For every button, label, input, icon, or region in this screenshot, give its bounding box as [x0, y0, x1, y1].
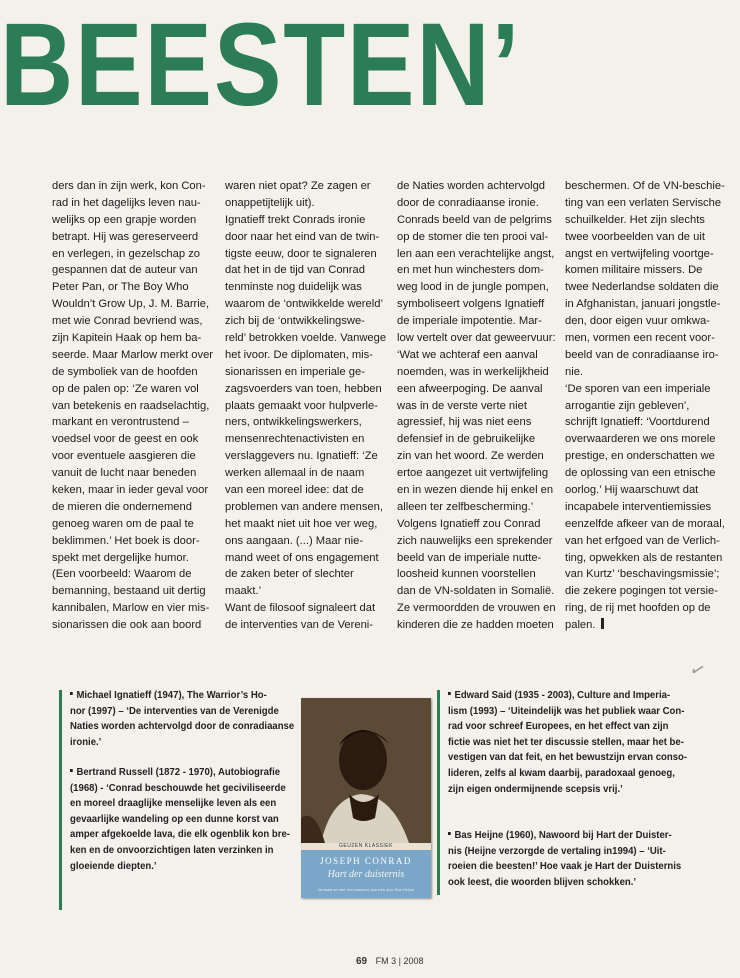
article-line: beschermen. Of de VN-beschie-: [565, 180, 725, 192]
article-line: de Naties worden achtervolgd: [397, 180, 546, 192]
quote-line: Edward Said (1935 - 2003), Culture and Imperia-: [454, 690, 671, 701]
article-line: symboliseert volgens Ignatieff: [397, 298, 545, 311]
article-line: ‘Wat we achteraf een aanval: [397, 348, 538, 361]
article-line: (Een voorbeeld: Waarom de: [52, 568, 192, 581]
article-column-4: [565, 178, 725, 634]
quote-line: ook leest, die woorden blijven schokken.’: [448, 876, 637, 888]
book-cover: [301, 698, 431, 898]
article-line: in Afghanistan, januari jongstle-: [565, 298, 721, 311]
article-line: schrijft Ignatieff: ‘Voortdurend: [565, 416, 710, 429]
article-line: tenminste nog duidelijk was: [225, 281, 362, 294]
bullet-icon: [448, 832, 451, 835]
article-line: schuilkelder. Het zijn slechts: [565, 213, 705, 226]
article-line: Ignatieff trekt Conrads ironie: [225, 213, 366, 226]
article-line: dat het in de tijd van Conrad: [225, 264, 365, 277]
article-line: seerde. Maar Marlow merkt over: [52, 348, 214, 361]
article-line: ting van een verlaten Servische: [565, 196, 722, 209]
article-line: waren niet opat? Ze zagen er: [225, 180, 371, 192]
article-line: keken, maar in ieder geval voor: [52, 484, 209, 497]
book-author: JOSEPH CONRAD: [320, 856, 412, 866]
quote-line: (1968) - ‘Conrad beschouwde het geciviliseerde: [70, 782, 286, 794]
article-line: op de stomer die ten prooi val-: [397, 230, 549, 243]
article-line: was in de verste verte niet: [397, 399, 527, 412]
article-line: ‘De sporen van een imperiale: [565, 382, 711, 395]
article-line: de mieren die ondernemend: [52, 500, 192, 513]
article-line: van Kurtz’ ‘beschavingsmissie’;: [565, 568, 720, 581]
article-line: low vertelt over dat geweervuur:: [397, 332, 556, 345]
article-line: bemanning, bestaand uit dertig: [52, 585, 206, 598]
quote-rule-right: [437, 690, 440, 895]
article-line: sionarissen die ook aan boord: [52, 619, 202, 632]
article-line: prestige, en onderschatten we: [565, 450, 715, 463]
end-mark-icon: [601, 618, 604, 629]
article-line: zagsvoerders van toen, hebben: [225, 382, 382, 395]
quote-first-line: [70, 765, 290, 781]
quote-line: zijn eigen ondermijnende scepsis vrij.’: [448, 783, 623, 795]
article-line: ring, de rij met hoofden op de: [565, 602, 711, 615]
article-line: met wie Conrad bevriend was,: [52, 315, 203, 328]
article-line: zich nauwelijks een sprekender: [397, 534, 553, 547]
quote-rule-left: [59, 690, 62, 910]
article-line: Ze vermoordden de vrouwen en: [397, 602, 556, 615]
page-number: 69: [356, 956, 368, 967]
quote-first-line: [448, 828, 681, 844]
quote-line: Michael Ignatieff (1947), The Warrior’s Ho-: [76, 690, 267, 701]
article-line: palen.: [565, 617, 725, 634]
article-line: komen militaire missers. De: [565, 264, 703, 277]
article-line: overwaarderen we ons morele: [565, 433, 716, 446]
article-line: welijks op een grapje worden: [52, 213, 197, 226]
book-title: Hart der duisternis: [327, 869, 405, 880]
article-line: noemden, was in werkelijkheid: [397, 365, 549, 378]
article-line: Conrads beeld van de pelgrims: [397, 213, 552, 226]
quote-line: nis (Heijne verzorgde de vertaling in1994) – ‘Uit-: [448, 845, 666, 857]
article-line: defensief in de gebruikelijke: [397, 433, 536, 446]
article-line: reld’ betrokken voelde. Vanwege: [225, 332, 387, 345]
article-line: beeld van de conradiaanse iro-: [565, 348, 719, 361]
article-line: en verlegen, in gezelschap zo: [52, 247, 201, 260]
article-line: rad in het dagelijks leven nau-: [52, 196, 201, 209]
book-series: GEUZEN KLASSIEK: [301, 843, 431, 850]
article-line: onappetijtelijk uit).: [225, 196, 315, 209]
quote-line: lism (1993) – ‘Uiteindelijk was het publiek waar Con-: [448, 705, 685, 717]
quote-line: fictie was niet het ter discussie stellen, maar het be-: [448, 736, 684, 748]
article-line: nie.: [565, 365, 584, 378]
article-line: op de palen op: ‘Ze waren vol: [52, 382, 199, 395]
article-line: waarom de ‘ontwikkelde wereld’: [225, 298, 383, 311]
article-line: ders dan in zijn werk, kon Con-: [52, 180, 206, 192]
article-line: agressief, hij was niet eens: [397, 416, 532, 429]
article-line: plaats gemaakt voor hulpverle-: [225, 399, 378, 412]
article-line: de imperiale impotentie. Mar-: [397, 315, 542, 328]
article-line: de interventies van de Vereni-: [225, 619, 374, 632]
quote-line: Naties worden achtervolgd door de conradiaanse: [70, 721, 295, 733]
article-line: vanuit de lucht naar beneden: [52, 467, 197, 480]
article-line: voor eventuele aasgieren die: [52, 450, 196, 463]
article-column-1: [52, 178, 213, 634]
article-line: de oplossing van een etnische: [565, 467, 716, 480]
quote-line: vestigen van dat feit, en het bewustzijn ervan conso-: [448, 752, 688, 764]
article-line: Peter Pan, or The Boy Who: [52, 281, 189, 294]
article-line: betrapt. Hij was gereserveerd: [52, 230, 199, 243]
article-line: ons aangaan. (...) Maar nie-: [225, 534, 364, 547]
article-line: den, door eigen vuur omkwa-: [565, 315, 710, 328]
issue-label: FM 3 | 2008: [375, 956, 424, 966]
quote-line: ken en de onvoorzichtigen laten verzinken in: [70, 844, 274, 856]
article-line: men, vormen een recent voor-: [565, 332, 715, 345]
article-line: incapabele interventiemissies: [565, 500, 712, 513]
article-line: een afweerpoging. De aanval: [397, 382, 543, 395]
article-line: zich bij de ‘ontwikkelingswe-: [225, 315, 365, 328]
quote-ignatieff: [70, 688, 294, 750]
article-column-3: [397, 178, 556, 634]
quote-first-line: [448, 688, 687, 704]
article-line: door naar het eind van de twin-: [225, 230, 380, 243]
quote-said: [448, 688, 687, 797]
quote-line: Bas Heijne (1960), Nawoord bij Hart der Duister-: [454, 830, 672, 841]
article-line: Wouldn’t Grow Up, J. M. Barrie,: [52, 298, 210, 311]
article-line: alleen ter zelfbescherming.’: [397, 500, 534, 513]
quote-heijne: [448, 828, 681, 890]
article-line: kannibalen, Marlow en vier mis-: [52, 602, 210, 615]
article-line: mand weet of ons engagement: [225, 551, 379, 564]
article-line: markant en verontrustend –: [52, 416, 189, 429]
quote-line: gloeiende diepten.’: [70, 860, 157, 872]
article-column-2: [225, 178, 386, 634]
pencil-mark: ✓: [687, 658, 709, 683]
article-line: tigste eeuw, door te signaleren: [225, 247, 377, 260]
headline: BEESTEN’: [0, 0, 522, 131]
article-line: arrogantie zijn gebleven’,: [565, 399, 690, 412]
quote-line: roeien die beesten!’ Hoe vaak je Hart der Duisternis: [448, 861, 682, 873]
page-footer: [356, 956, 424, 967]
quote-line: amper afgekoelde lava, die elk ogenblik kon bre-: [70, 829, 290, 841]
article-line: gespannen dat de auteur van: [52, 264, 198, 277]
quote-line: Bertrand Russell (1872 - 1970), Autobiografie: [76, 767, 281, 778]
article-line: twee Nederlandse soldaten die: [565, 281, 719, 294]
article-line: het maakt niet uit hoe ver weg,: [225, 517, 378, 530]
quote-line: gevaarlijke wandeling op een dunne korst van: [70, 813, 279, 825]
article-line: ertoe aangezet uit vertwijfeling: [397, 467, 549, 480]
article-line: en met hun winchesters dom-: [397, 264, 544, 277]
article-line: eenzelfde afkeer van de moraal,: [565, 517, 725, 530]
article-line: spekt met dergelijke humor.: [52, 551, 189, 564]
article-line: voedsel voor de geest en ook: [52, 433, 199, 446]
article-line: beeld van de imperiale nutte-: [397, 551, 542, 564]
article-line: van een moreel idee: dat de: [225, 484, 364, 497]
article-line: Want de filosoof signaleert dat: [225, 602, 376, 615]
article-line: angst en vertwijfeling voortge-: [565, 247, 714, 260]
bullet-icon: [70, 692, 73, 695]
quote-line: ironie.’: [70, 736, 102, 748]
article-line: die zekere pogingen tot versie-: [565, 585, 718, 598]
article-line: de symboliek van de hoofden: [52, 365, 198, 378]
article-line: problemen van andere mensen,: [225, 500, 383, 513]
article-line: Volgens Ignatieff zou Conrad: [397, 517, 541, 530]
article-line: kinderen die ze hadden moeten: [397, 619, 554, 632]
article-line: beklimmen.’ Het boek is door-: [52, 534, 200, 547]
article-line: dan de VN-soldaten in Somalië.: [397, 585, 555, 598]
article-line: sionarissen en imperiale ge-: [225, 365, 365, 378]
quote-line: en moreel draaglijke menselijke leven als een: [70, 798, 277, 810]
article-line: zijn Kapitein Haak op hem ba-: [52, 332, 202, 345]
article-line: van het erfgoed van de Verlich-: [565, 534, 720, 547]
article-line: genoeg waren om de paal te: [52, 517, 194, 530]
quote-line: nor (1997) – ‘De interventies van de Verenigde: [70, 705, 279, 717]
article-line: weg lood in de jungle pompen,: [397, 281, 549, 294]
article-line: en in wezen diende hij enkel en: [397, 484, 554, 497]
article-line: maakt.’: [225, 585, 262, 598]
article-line: oorlog.’ Hij waarschuwt dat: [565, 484, 699, 497]
article-line: het ivoor. De diplomaten, mis-: [225, 348, 373, 361]
article-line: loosheid kunnen voorstellen: [397, 568, 536, 581]
book-subtitle: Vertaald en met een nawoord voorzien door Bas Heijne: [317, 888, 415, 892]
quote-first-line: [70, 688, 294, 704]
quote-line: lideren, zelfs al kwam daarbij, paradoxaal genoeg,: [448, 767, 675, 779]
article-line: ners, ontwikkelingswerkers,: [225, 416, 362, 429]
article-line: zin van het woord. Ze werden: [397, 450, 544, 463]
article-line: van betekenis en raadselachtig,: [52, 399, 210, 412]
article-line: mensenrechtenactivisten en: [225, 433, 365, 446]
article-line: verslaggevers nu. Ignatieff: ‘Ze: [225, 450, 378, 463]
quote-line: rad voor schreef Europees, en het effect van zijn: [448, 721, 669, 733]
article-line: door de conradiaanse ironie.: [397, 196, 539, 209]
article-line: ting, opwekken als de restanten: [565, 551, 723, 564]
article-line: len aan een verachtelijke angst,: [397, 247, 555, 260]
article-line: de zaken beter of slechter: [225, 568, 354, 581]
article-line: werken allemaal in de naam: [225, 467, 365, 480]
bullet-icon: [448, 692, 451, 695]
bullet-icon: [70, 769, 73, 772]
article-line: twee voorbeelden van de uit: [565, 230, 705, 243]
quote-russell: [70, 765, 290, 874]
